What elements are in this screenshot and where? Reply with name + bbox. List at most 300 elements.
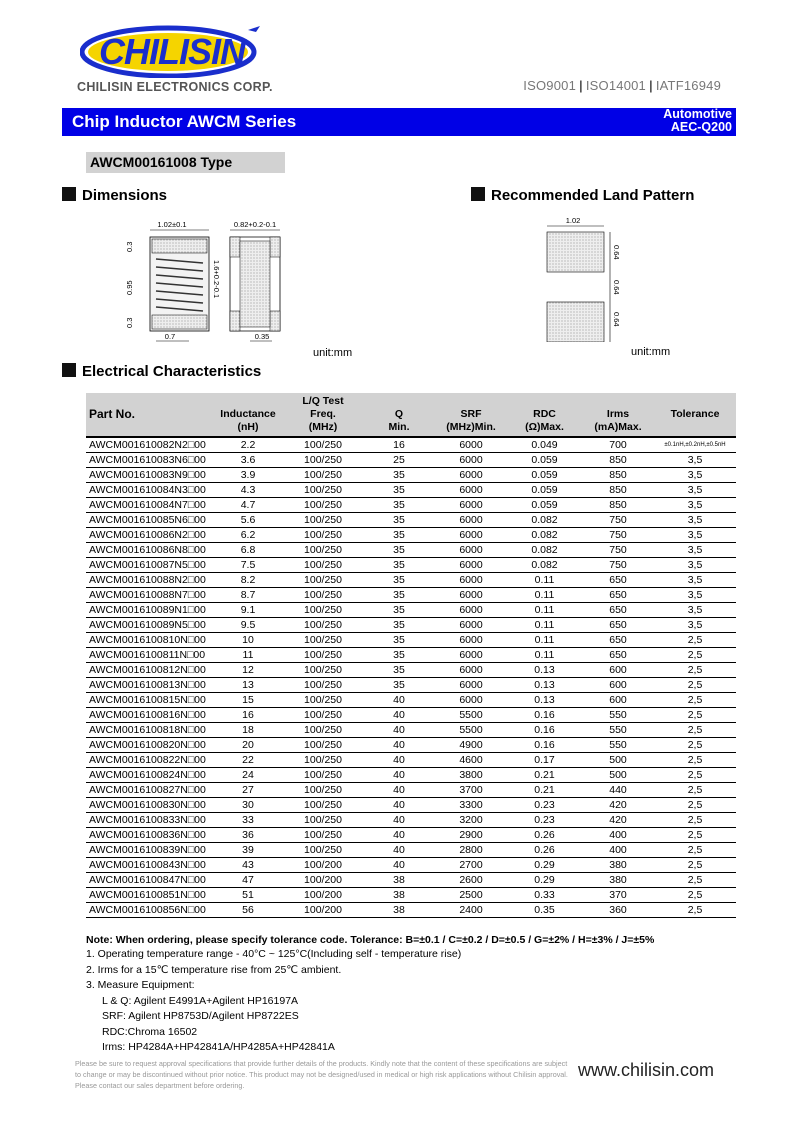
dim-seg-top: 0.3 [125, 241, 134, 252]
cell-tolerance: 2,5 [654, 723, 736, 738]
section-dimensions-label: Dimensions [82, 187, 168, 204]
header-q: Q Min. [363, 393, 435, 437]
cell-part-no: AWCM001610089N1□00 [86, 603, 213, 618]
section-dimensions [62, 187, 167, 204]
cell-part-no: AWCM0016100836N□00 [86, 828, 213, 843]
cell-srf: 6000 [435, 558, 507, 573]
cell-inductance: 24 [213, 768, 283, 783]
cell-srf: 6000 [435, 618, 507, 633]
dim-width-label: 1.02±0.1 [157, 220, 187, 229]
cell-tolerance: 3,5 [654, 558, 736, 573]
cell-tolerance: 3,5 [654, 483, 736, 498]
cell-irms: 400 [582, 828, 654, 843]
electrical-characteristics-table [86, 393, 736, 918]
cell-tolerance: 2,5 [654, 858, 736, 873]
cell-inductance: 39 [213, 843, 283, 858]
cell-irms: 750 [582, 513, 654, 528]
cell-irms: 550 [582, 708, 654, 723]
cell-irms: 500 [582, 768, 654, 783]
cell-freq: 100/250 [283, 543, 363, 558]
cell-inductance: 47 [213, 873, 283, 888]
disclaimer: Please be sure to request approval specifications that provide further details of the products. Kindly note that the content of these specifications are subject to change or may be discontinued without prior notice. This product may not be designed/used in medical or high risk applications without Chilisin approval. Please contact our sales department before ordering. [75, 1059, 568, 1090]
cell-q: 35 [363, 573, 435, 588]
cell-q: 40 [363, 753, 435, 768]
cell-q: 40 [363, 798, 435, 813]
cell-part-no: AWCM0016100810N□00 [86, 633, 213, 648]
cell-srf: 2600 [435, 873, 507, 888]
cell-tolerance: ±0.1nH,±0.2nH,±0.5nH [654, 437, 736, 453]
cell-tolerance: 2,5 [654, 708, 736, 723]
cell-irms: 650 [582, 648, 654, 663]
cell-inductance: 4.7 [213, 498, 283, 513]
company-name: CHILISIN ELECTRONICS CORP. [77, 80, 273, 94]
cell-srf: 4600 [435, 753, 507, 768]
cell-srf: 6000 [435, 633, 507, 648]
cell-rdc: 0.049 [507, 437, 582, 453]
cell-tolerance: 2,5 [654, 828, 736, 843]
cell-inductance: 6.8 [213, 543, 283, 558]
cell-freq: 100/250 [283, 708, 363, 723]
cell-tolerance: 2,5 [654, 873, 736, 888]
cell-tolerance: 3,5 [654, 543, 736, 558]
cell-srf: 6000 [435, 498, 507, 513]
bullet-square-icon [62, 363, 76, 377]
cell-freq: 100/200 [283, 873, 363, 888]
cell-part-no: AWCM001610089N5□00 [86, 618, 213, 633]
cell-inductance: 11 [213, 648, 283, 663]
cell-srf: 2400 [435, 903, 507, 918]
cell-tolerance: 2,5 [654, 768, 736, 783]
dim-thickness-label: 0.82+0.2-0.1 [233, 220, 277, 229]
dimensions-drawing [112, 215, 302, 345]
cell-tolerance: 3,5 [654, 453, 736, 468]
cell-rdc: 0.29 [507, 873, 582, 888]
cell-rdc: 0.11 [507, 618, 582, 633]
cell-irms: 600 [582, 678, 654, 693]
cell-part-no: AWCM001610088N2□00 [86, 573, 213, 588]
land-width-label: 1.02 [565, 216, 581, 225]
cell-srf: 6000 [435, 513, 507, 528]
cell-irms: 400 [582, 843, 654, 858]
cell-srf: 6000 [435, 588, 507, 603]
cell-srf: 6000 [435, 663, 507, 678]
cell-inductance: 13 [213, 678, 283, 693]
header-srf: SRF (MHz)Min. [435, 393, 507, 437]
cell-rdc: 0.35 [507, 903, 582, 918]
cell-freq: 100/250 [283, 573, 363, 588]
cell-irms: 650 [582, 588, 654, 603]
table-row [86, 543, 736, 558]
cell-freq: 100/200 [283, 858, 363, 873]
cell-irms: 360 [582, 903, 654, 918]
cell-part-no: AWCM001610088N7□00 [86, 588, 213, 603]
cell-rdc: 0.11 [507, 633, 582, 648]
land-pattern-drawing [540, 212, 630, 342]
cell-q: 40 [363, 738, 435, 753]
cell-part-no: AWCM0016100830N□00 [86, 798, 213, 813]
cell-q: 40 [363, 693, 435, 708]
cell-rdc: 0.059 [507, 453, 582, 468]
cell-rdc: 0.11 [507, 603, 582, 618]
cell-q: 35 [363, 648, 435, 663]
table-row [86, 783, 736, 798]
cell-freq: 100/250 [283, 783, 363, 798]
cell-srf: 6000 [435, 693, 507, 708]
table-row [86, 453, 736, 468]
cell-srf: 3700 [435, 783, 507, 798]
table-row [86, 603, 736, 618]
cell-inductance: 43 [213, 858, 283, 873]
cell-rdc: 0.13 [507, 693, 582, 708]
cell-rdc: 0.33 [507, 888, 582, 903]
cell-srf: 2900 [435, 828, 507, 843]
cell-tolerance: 3,5 [654, 588, 736, 603]
land-seg1-label: 0.64 [612, 245, 621, 260]
cert-iso9001: ISO9001 [523, 78, 576, 93]
cell-part-no: AWCM0016100847N□00 [86, 873, 213, 888]
cert-iso14001: ISO14001 [585, 78, 646, 93]
cell-rdc: 0.17 [507, 753, 582, 768]
cell-part-no: AWCM001610084N7□00 [86, 498, 213, 513]
equipment-lq: L & Q: Agilent E4991A+Agilent HP16197A [102, 994, 299, 1007]
cell-part-no: AWCM0016100816N□00 [86, 708, 213, 723]
cell-tolerance: 3,5 [654, 468, 736, 483]
cell-q: 35 [363, 558, 435, 573]
cell-inductance: 10 [213, 633, 283, 648]
cell-rdc: 0.059 [507, 468, 582, 483]
table-row [86, 888, 736, 903]
cell-q: 35 [363, 663, 435, 678]
cell-srf: 6000 [435, 648, 507, 663]
cell-srf: 3200 [435, 813, 507, 828]
automotive-label [663, 108, 732, 134]
cell-irms: 380 [582, 873, 654, 888]
section-land-pattern [471, 187, 694, 204]
cell-rdc: 0.11 [507, 648, 582, 663]
cell-tolerance: 3,5 [654, 573, 736, 588]
type-title: AWCM00161008 Type [86, 152, 285, 173]
cell-irms: 420 [582, 798, 654, 813]
dim-seg-mid: 0.95 [125, 280, 134, 295]
cell-freq: 100/250 [283, 558, 363, 573]
cell-q: 38 [363, 888, 435, 903]
cell-q: 35 [363, 498, 435, 513]
series-title: Chip Inductor AWCM Series [72, 112, 297, 131]
cell-irms: 550 [582, 723, 654, 738]
table-row [86, 708, 736, 723]
chilisin-logo [80, 22, 270, 78]
dim-seg-bot: 0.3 [125, 317, 134, 328]
cell-inductance: 8.7 [213, 588, 283, 603]
cell-srf: 6000 [435, 543, 507, 558]
table-row [86, 648, 736, 663]
unit-label-right: unit:mm [631, 346, 671, 358]
cell-part-no: AWCM0016100822N□00 [86, 753, 213, 768]
table-row [86, 633, 736, 648]
dim-bottom-left: 0.7 [164, 332, 176, 341]
cell-irms: 500 [582, 753, 654, 768]
cell-q: 40 [363, 858, 435, 873]
cell-srf: 6000 [435, 573, 507, 588]
cell-rdc: 0.082 [507, 513, 582, 528]
cell-irms: 850 [582, 483, 654, 498]
equipment-srf: SRF: Agilent HP8753D/Agilent HP8722ES [102, 1010, 299, 1022]
cell-q: 35 [363, 543, 435, 558]
cell-inductance: 56 [213, 903, 283, 918]
cell-irms: 650 [582, 633, 654, 648]
cell-freq: 100/250 [283, 663, 363, 678]
cell-irms: 420 [582, 813, 654, 828]
cell-rdc: 0.11 [507, 588, 582, 603]
cell-freq: 100/250 [283, 798, 363, 813]
cell-q: 25 [363, 453, 435, 468]
table-row [86, 513, 736, 528]
cell-tolerance: 2,5 [654, 888, 736, 903]
cell-freq: 100/250 [283, 738, 363, 753]
cell-part-no: AWCM001610086N2□00 [86, 528, 213, 543]
cell-srf: 5500 [435, 723, 507, 738]
cell-freq: 100/250 [283, 693, 363, 708]
cell-tolerance: 2,5 [654, 783, 736, 798]
note-1: 1. Operating temperature range - 40°C ~ 125°C(Including self - temperature rise) [86, 948, 462, 960]
cell-irms: 700 [582, 437, 654, 453]
table-row [86, 663, 736, 678]
cell-part-no: AWCM0016100843N□00 [86, 858, 213, 873]
cell-rdc: 0.13 [507, 678, 582, 693]
cell-rdc: 0.16 [507, 723, 582, 738]
cell-part-no: AWCM0016100833N□00 [86, 813, 213, 828]
cell-q: 40 [363, 723, 435, 738]
cell-srf: 6000 [435, 437, 507, 453]
cell-tolerance: 3,5 [654, 498, 736, 513]
section-electrical [62, 363, 261, 380]
cell-freq: 100/250 [283, 498, 363, 513]
table-row [86, 903, 736, 918]
aec-q200-text: AEC-Q200 [670, 120, 732, 134]
table-row [86, 483, 736, 498]
cell-freq: 100/250 [283, 513, 363, 528]
table-row [86, 558, 736, 573]
cell-irms: 650 [582, 573, 654, 588]
cell-q: 40 [363, 843, 435, 858]
cell-tolerance: 3,5 [654, 603, 736, 618]
cell-part-no: AWCM001610084N3□00 [86, 483, 213, 498]
cell-tolerance: 2,5 [654, 813, 736, 828]
cell-freq: 100/250 [283, 437, 363, 453]
cell-tolerance: 3,5 [654, 528, 736, 543]
table-row [86, 528, 736, 543]
cell-q: 40 [363, 768, 435, 783]
cell-irms: 600 [582, 663, 654, 678]
cell-freq: 100/250 [283, 618, 363, 633]
cell-srf: 2700 [435, 858, 507, 873]
cell-srf: 6000 [435, 483, 507, 498]
bullet-square-icon [62, 187, 76, 201]
header-part-no: Part No. [86, 393, 213, 437]
cell-tolerance: 2,5 [654, 693, 736, 708]
cell-srf: 2800 [435, 843, 507, 858]
cell-inductance: 20 [213, 738, 283, 753]
dim-bottom-right: 0.35 [254, 332, 270, 341]
equipment-rdc: RDC:Chroma 16502 [102, 1025, 198, 1038]
table-row [86, 678, 736, 693]
table-row [86, 723, 736, 738]
cell-tolerance: 2,5 [654, 843, 736, 858]
cell-inductance: 4.3 [213, 483, 283, 498]
cell-inductance: 3.6 [213, 453, 283, 468]
cell-part-no: AWCM001610087N5□00 [86, 558, 213, 573]
table-row [86, 498, 736, 513]
cell-q: 40 [363, 828, 435, 843]
section-electrical-label: Electrical Characteristics [82, 363, 262, 380]
cell-inductance: 27 [213, 783, 283, 798]
cell-srf: 4900 [435, 738, 507, 753]
cell-rdc: 0.21 [507, 783, 582, 798]
table-row [86, 693, 736, 708]
cell-part-no: AWCM0016100839N□00 [86, 843, 213, 858]
cell-freq: 100/250 [283, 648, 363, 663]
table-row [86, 573, 736, 588]
cell-srf: 6000 [435, 678, 507, 693]
cell-rdc: 0.21 [507, 768, 582, 783]
header-inductance: Inductance (nH) [213, 393, 283, 437]
unit-label-left: unit:mm [313, 347, 353, 359]
note-3: 3. Measure Equipment: [86, 979, 195, 991]
cell-freq: 100/250 [283, 528, 363, 543]
cell-irms: 650 [582, 603, 654, 618]
note-2: 2. Irms for a 15℃ temperature rise from 25℃ ambient. [86, 963, 342, 976]
cell-rdc: 0.082 [507, 558, 582, 573]
cell-q: 35 [363, 603, 435, 618]
cell-freq: 100/250 [283, 813, 363, 828]
cell-rdc: 0.082 [507, 528, 582, 543]
cell-tolerance: 2,5 [654, 753, 736, 768]
cell-inductance: 16 [213, 708, 283, 723]
cell-part-no: AWCM0016100811N□00 [86, 648, 213, 663]
table-row [86, 798, 736, 813]
cell-srf: 6000 [435, 528, 507, 543]
cell-irms: 370 [582, 888, 654, 903]
cell-rdc: 0.13 [507, 663, 582, 678]
cell-q: 16 [363, 437, 435, 453]
cell-rdc: 0.23 [507, 798, 582, 813]
title-banner [62, 108, 736, 136]
table-row [86, 768, 736, 783]
cell-inductance: 51 [213, 888, 283, 903]
table-header-row [86, 393, 736, 437]
header-tolerance: Tolerance [654, 393, 736, 437]
cell-rdc: 0.29 [507, 858, 582, 873]
cell-inductance: 7.5 [213, 558, 283, 573]
table-row [86, 873, 736, 888]
bullet-square-icon [471, 187, 485, 201]
cell-rdc: 0.059 [507, 483, 582, 498]
cell-part-no: AWCM001610083N6□00 [86, 453, 213, 468]
cell-q: 35 [363, 528, 435, 543]
cell-irms: 850 [582, 453, 654, 468]
cell-freq: 100/250 [283, 828, 363, 843]
cert-iatf16949: IATF16949 [655, 78, 721, 93]
cell-tolerance: 2,5 [654, 798, 736, 813]
cell-tolerance: 2,5 [654, 678, 736, 693]
cell-inductance: 9.1 [213, 603, 283, 618]
cell-q: 35 [363, 618, 435, 633]
header-irms: Irms (mA)Max. [582, 393, 654, 437]
cell-freq: 100/250 [283, 678, 363, 693]
header-lq-freq: L/Q Test Freq. (MHz) [283, 393, 363, 437]
cell-srf: 5500 [435, 708, 507, 723]
table-row [86, 588, 736, 603]
cell-part-no: AWCM0016100851N□00 [86, 888, 213, 903]
cell-irms: 750 [582, 543, 654, 558]
cell-q: 35 [363, 678, 435, 693]
cell-rdc: 0.059 [507, 498, 582, 513]
cell-irms: 850 [582, 498, 654, 513]
cell-part-no: AWCM0016100818N□00 [86, 723, 213, 738]
website-link[interactable]: www.chilisin.com [578, 1060, 715, 1080]
table-row [86, 753, 736, 768]
table-row [86, 437, 736, 453]
cell-freq: 100/250 [283, 588, 363, 603]
cell-freq: 100/250 [283, 753, 363, 768]
cell-inductance: 12 [213, 663, 283, 678]
cell-inductance: 9.5 [213, 618, 283, 633]
cell-inductance: 3.9 [213, 468, 283, 483]
cell-part-no: AWCM0016100813N□00 [86, 678, 213, 693]
table-row [86, 618, 736, 633]
cell-freq: 100/250 [283, 483, 363, 498]
cell-inductance: 18 [213, 723, 283, 738]
notes-list [86, 947, 461, 1056]
cell-srf: 6000 [435, 468, 507, 483]
cell-freq: 100/250 [283, 603, 363, 618]
cell-q: 35 [363, 633, 435, 648]
cell-freq: 100/250 [283, 768, 363, 783]
cell-inductance: 5.6 [213, 513, 283, 528]
cell-freq: 100/250 [283, 723, 363, 738]
cell-rdc: 0.16 [507, 708, 582, 723]
cell-irms: 650 [582, 618, 654, 633]
cell-inductance: 8.2 [213, 573, 283, 588]
cell-srf: 2500 [435, 888, 507, 903]
section-land-pattern-label: Recommended Land Pattern [491, 187, 695, 204]
cell-srf: 3300 [435, 798, 507, 813]
ordering-note: Note: When ordering, please specify tolerance code. Tolerance: B=±0.1 / C=±0.2 / D=±0.5 / G=±2% / H=±3% / J=±5% [86, 934, 655, 946]
cell-tolerance: 2,5 [654, 903, 736, 918]
cell-q: 35 [363, 588, 435, 603]
land-seg3-label: 0.64 [612, 312, 621, 327]
table-body [86, 437, 736, 918]
cell-tolerance: 2,5 [654, 738, 736, 753]
cell-inductance: 22 [213, 753, 283, 768]
cell-freq: 100/250 [283, 633, 363, 648]
cell-srf: 3800 [435, 768, 507, 783]
equipment-irms: Irms: HP4284A+HP42841A/HP4285A+HP42841A [102, 1041, 335, 1053]
cell-tolerance: 3,5 [654, 618, 736, 633]
cell-irms: 600 [582, 693, 654, 708]
cell-part-no: AWCM001610082N2□00 [86, 437, 213, 453]
cell-q: 38 [363, 903, 435, 918]
land-seg2-label: 0.64 [612, 280, 621, 295]
cell-inductance: 30 [213, 798, 283, 813]
cell-srf: 6000 [435, 453, 507, 468]
cell-q: 40 [363, 708, 435, 723]
cell-part-no: AWCM001610085N6□00 [86, 513, 213, 528]
cell-part-no: AWCM0016100856N□00 [86, 903, 213, 918]
cell-srf: 6000 [435, 603, 507, 618]
cell-rdc: 0.23 [507, 813, 582, 828]
cell-rdc: 0.26 [507, 843, 582, 858]
